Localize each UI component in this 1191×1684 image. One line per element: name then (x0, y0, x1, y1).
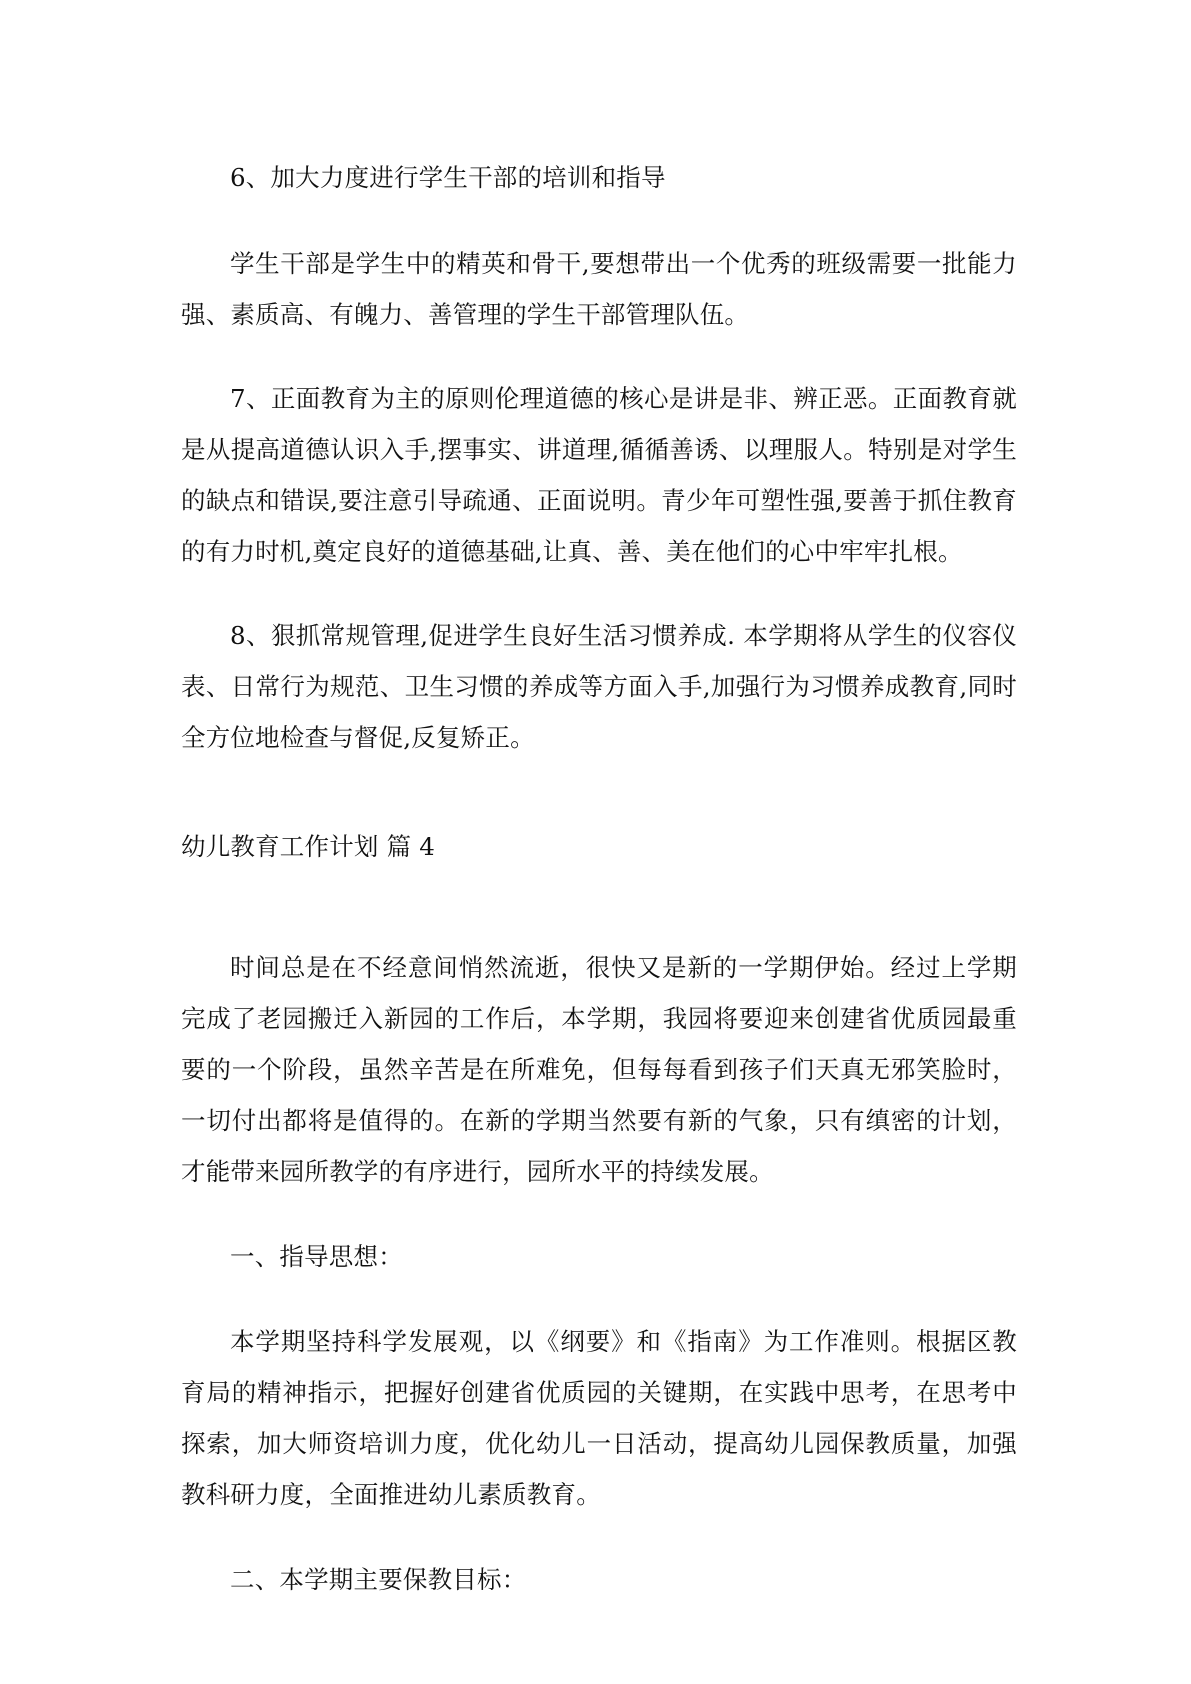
paragraph-student-cadres: 学生干部是学生中的精英和骨干,要想带出一个优秀的班级需要一批能力强、素质高、有魄力、善管理的学生干部管理队伍。 (181, 249, 1017, 329)
document-content (181, 152, 1017, 1605)
paragraph-guiding-thought-heading: 一、指导思想： (230, 1242, 403, 1271)
paragraph-item-8: 8、狠抓常规管理,促进学生良好生活习惯养成. 本学期将从学生的仪容仪表、日常行为规范、卫生习惯的养成等方面入手,加强行为习惯养成教育,同时全方位地检查与督促,反复矫正。 (181, 621, 1017, 752)
paragraph-item-6-heading: 6、加大力度进行学生干部的培训和指导 (230, 163, 666, 192)
paragraph-main-goals-heading: 二、本学期主要保教目标： (230, 1565, 527, 1594)
paragraph-introduction: 时间总是在不经意间悄然流逝，很快又是新的一学期伊始。经过上学期完成了老园搬迁入新园的工作后，本学期，我园将要迎来创建省优质园最重要的一个阶段，虽然辛苦是在所难免，但每每看到孩子们天真无邪笑脸时，一切付出都将是值得的。在新的学期当然要有新的气象，只有缜密的计划，才能带来园所教学的有序进行，园所水平的持续发展。 (181, 953, 1017, 1186)
section-title: 幼儿教育工作计划 篇 4 (181, 832, 436, 861)
paragraph-guiding-thought-content: 本学期坚持科学发展观，以《纲要》和《指南》为工作准则。根据区教育局的精神指示，把握好创建省优质园的关键期，在实践中思考，在思考中探索，加大师资培训力度，优化幼儿一日活动，提高幼儿园保教质量，加强教科研力度，全面推进幼儿素质教育。 (181, 1327, 1017, 1509)
paragraph-item-7: 7、正面教育为主的原则伦理道德的核心是讲是非、辨正恶。正面教育就是从提高道德认识入手,摆事实、讲道理,循循善诱、以理服人。特别是对学生的缺点和错误,要注意引导疏通、正面说明。青少年可塑性强,要善于抓住教育的有力时机,奠定良好的道德基础,让真、善、美在他们的心中牢牢扎根。 (181, 384, 1017, 566)
